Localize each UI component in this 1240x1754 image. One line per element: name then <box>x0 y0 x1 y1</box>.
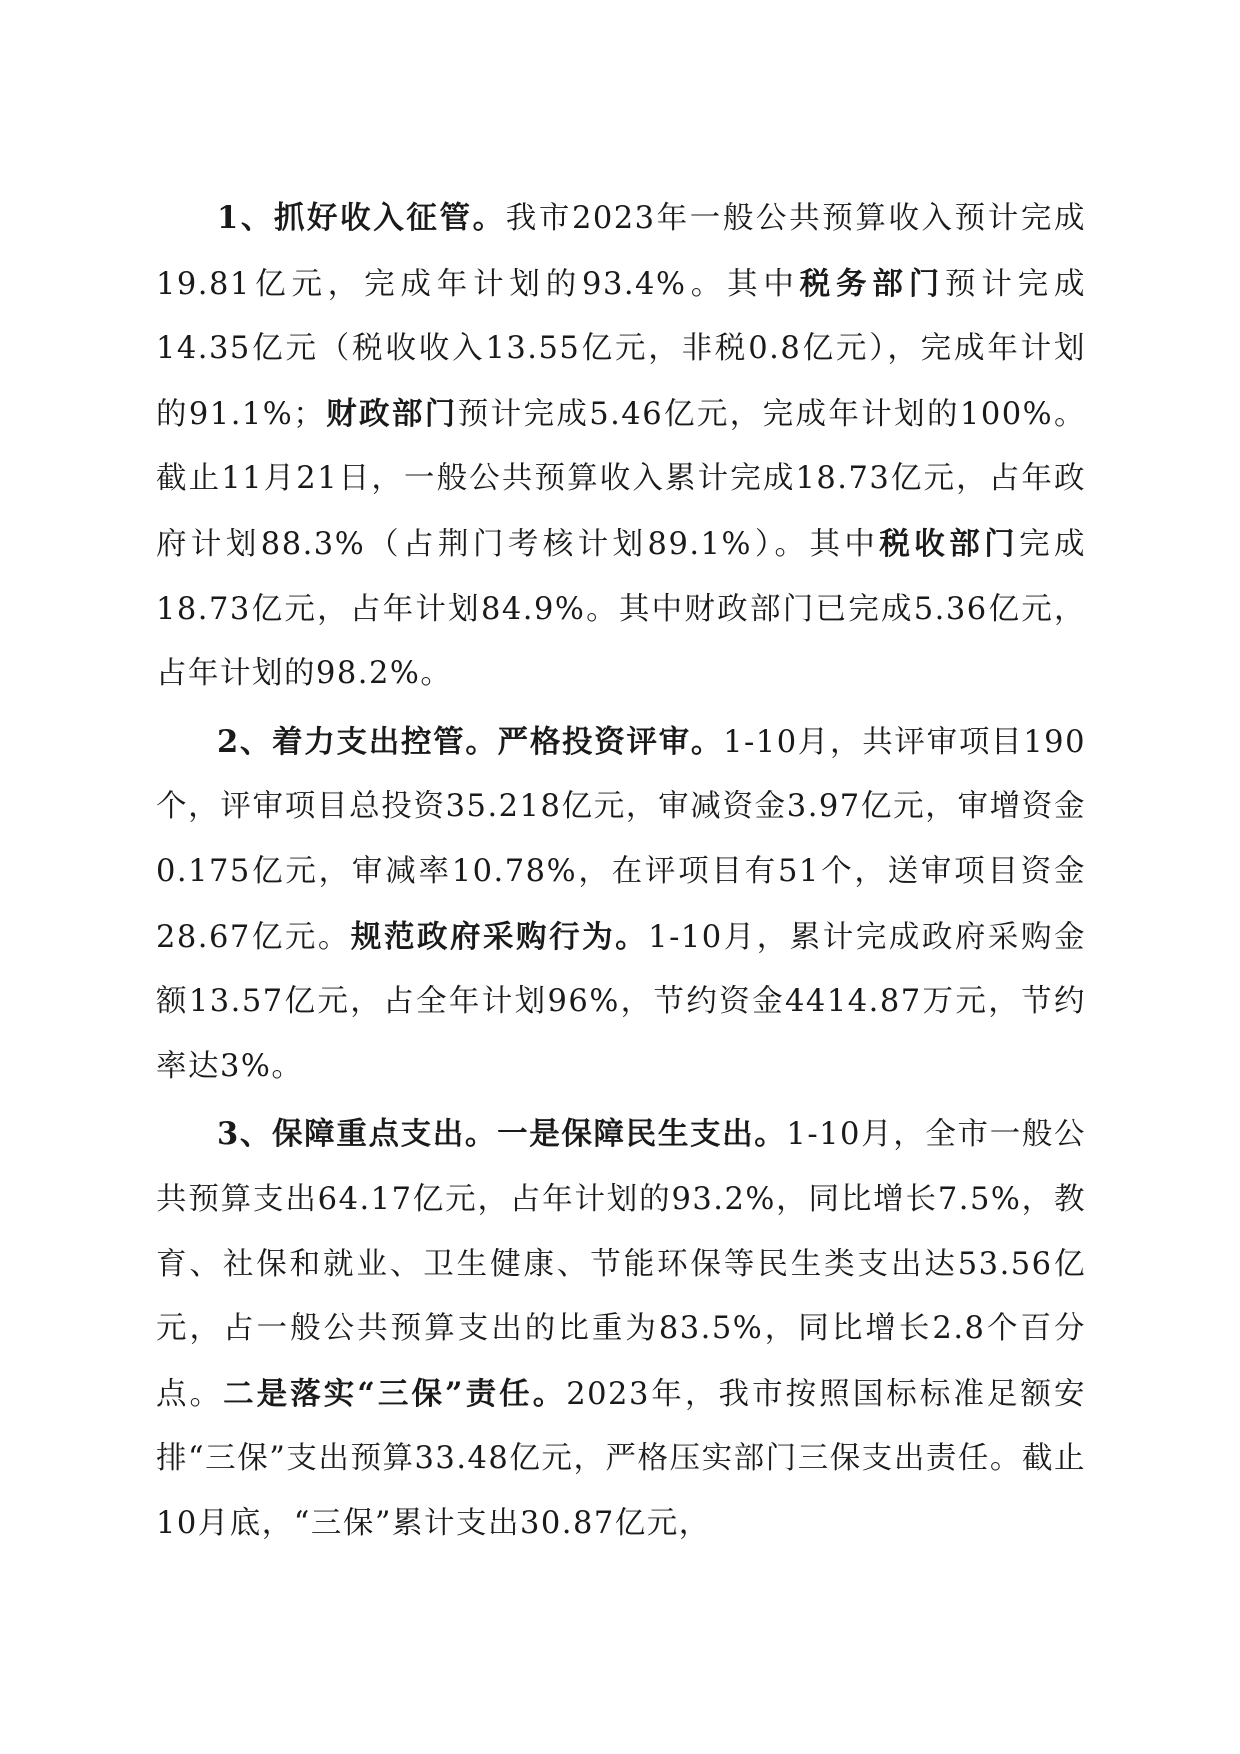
emphasis-investment-review: 严格投资评审。 <box>497 723 724 760</box>
text-segment: 1-10月，共评审项目190个，评审项目总投资35.218亿元，审减资金3.97亿元，审增资金0.175亿元，审减率10.78%，在评项目有51个，送审项目资金28.67亿元。 <box>156 724 1086 955</box>
paragraph-key-expenditure <box>156 1102 1086 1556</box>
emphasis-livelihood: 一是保障民生支出。 <box>497 1116 787 1153</box>
emphasis-three-guarantees: 二是落实“三保”责任。 <box>223 1375 567 1412</box>
text-segment: 1-10月，全市一般公共预算支出64.17亿元，占年计划的93.2%，同比增长7.5%，教育、社保和就业、卫生健康、节能环保等民生类支出达53.56亿元，占一般公共预算支出的比重为83.5%，同比增长2.8个百分点。 <box>156 1117 1086 1412</box>
text-segment: 2023年，我市按照国标标准足额安排“三保”支出预算33.48亿元，严格压实部门三保支出责任。截止10月底，“三保”累计支出30.87亿元， <box>156 1376 1087 1541</box>
text-segment: 预计完成5.46亿元，完成年计划的100%。截止11月21日，一般公共预算收入累计完成18.73亿元，占年政府计划88.3%（占荆门考核计划89.1%）。其中 <box>156 396 1086 562</box>
emphasis-finance-department: 财政部门 <box>325 395 458 432</box>
text-segment: 我市2023年一般公共预算收入预计完成19.81亿元，完成年计划的93.4%。其中 <box>156 201 1086 302</box>
heading-key-expenditure: 3、保障重点支出。 <box>217 1116 498 1153</box>
document-page <box>156 186 1086 1559</box>
emphasis-procurement: 规范政府采购行为。 <box>350 918 649 955</box>
text-segment: 1-10月，累计完成政府采购金额13.57亿元，占全年计划96%，节约资金4414.87万元，节约率达3%。 <box>156 919 1086 1084</box>
emphasis-tax-department: 税务部门 <box>799 265 946 302</box>
paragraph-expenditure-control <box>156 710 1086 1100</box>
heading-revenue: 1、抓好收入征管。 <box>217 200 506 236</box>
text-segment: 完成18.73亿元，占年计划84.9%。其中财政部门已完成5.36亿元，占年计划的98.2%。 <box>156 526 1086 692</box>
emphasis-tax-bureau: 税收部门 <box>879 525 1020 562</box>
paragraph-revenue <box>156 186 1086 707</box>
heading-expenditure-control: 2、着力支出控管。 <box>217 723 498 760</box>
text-segment: 预计完成14.35亿元（税收收入13.55亿元，非税0.8亿元），完成年计划的91.1%； <box>156 266 1086 432</box>
